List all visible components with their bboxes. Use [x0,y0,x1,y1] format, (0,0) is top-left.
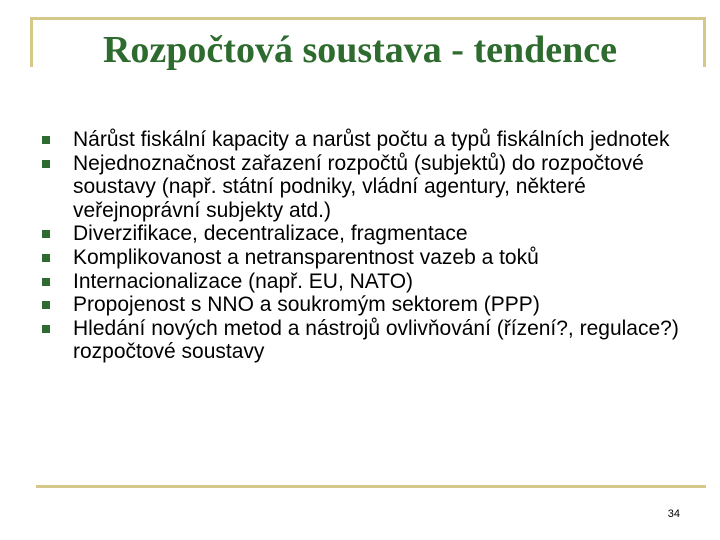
square-bullet-icon [42,136,50,144]
bottom-divider [36,485,706,488]
bullet-text: Hledání nových metod a nástrojů ovlivňování (řízení?, regulace?) rozpočtové soustavy [73,316,679,364]
bullet-text: Nárůst fiskální kapacity a narůst počtu a typů fiskálních jednotek [73,128,670,151]
square-bullet-icon [42,325,50,333]
list-item [40,222,680,246]
top-frame-rule [30,17,706,20]
bullet-text: Nejednoznačnost zařazení rozpočtů (subjektů) do rozpočtové soustavy (např. státní podniky, vládní agentury, některé veřejnoprávní subjekty atd.) [73,151,644,222]
bullet-text: Komplikovanost a netransparentnost vazeb a toků [73,245,539,269]
list-item [40,128,680,152]
bullet-text: Diverzifikace, decentralizace, fragmentace [73,222,468,246]
slide-title: Rozpočtová soustava - tendence [102,29,617,71]
square-bullet-icon [42,301,50,309]
list-item [40,293,680,317]
bullet-list [40,128,680,364]
bullet-text: Internacionalizace (např. EU, NATO) [73,269,414,293]
square-bullet-icon [42,278,50,286]
square-bullet-icon [42,230,50,238]
list-item [40,317,680,364]
page-number: 34 [667,508,680,520]
bullet-text: Propojenost s NNO a soukromým sektorem (PPP) [73,293,540,317]
list-item [40,152,680,223]
square-bullet-icon [42,160,50,168]
list-item [40,246,680,270]
list-item [40,270,680,294]
square-bullet-icon [42,254,50,262]
